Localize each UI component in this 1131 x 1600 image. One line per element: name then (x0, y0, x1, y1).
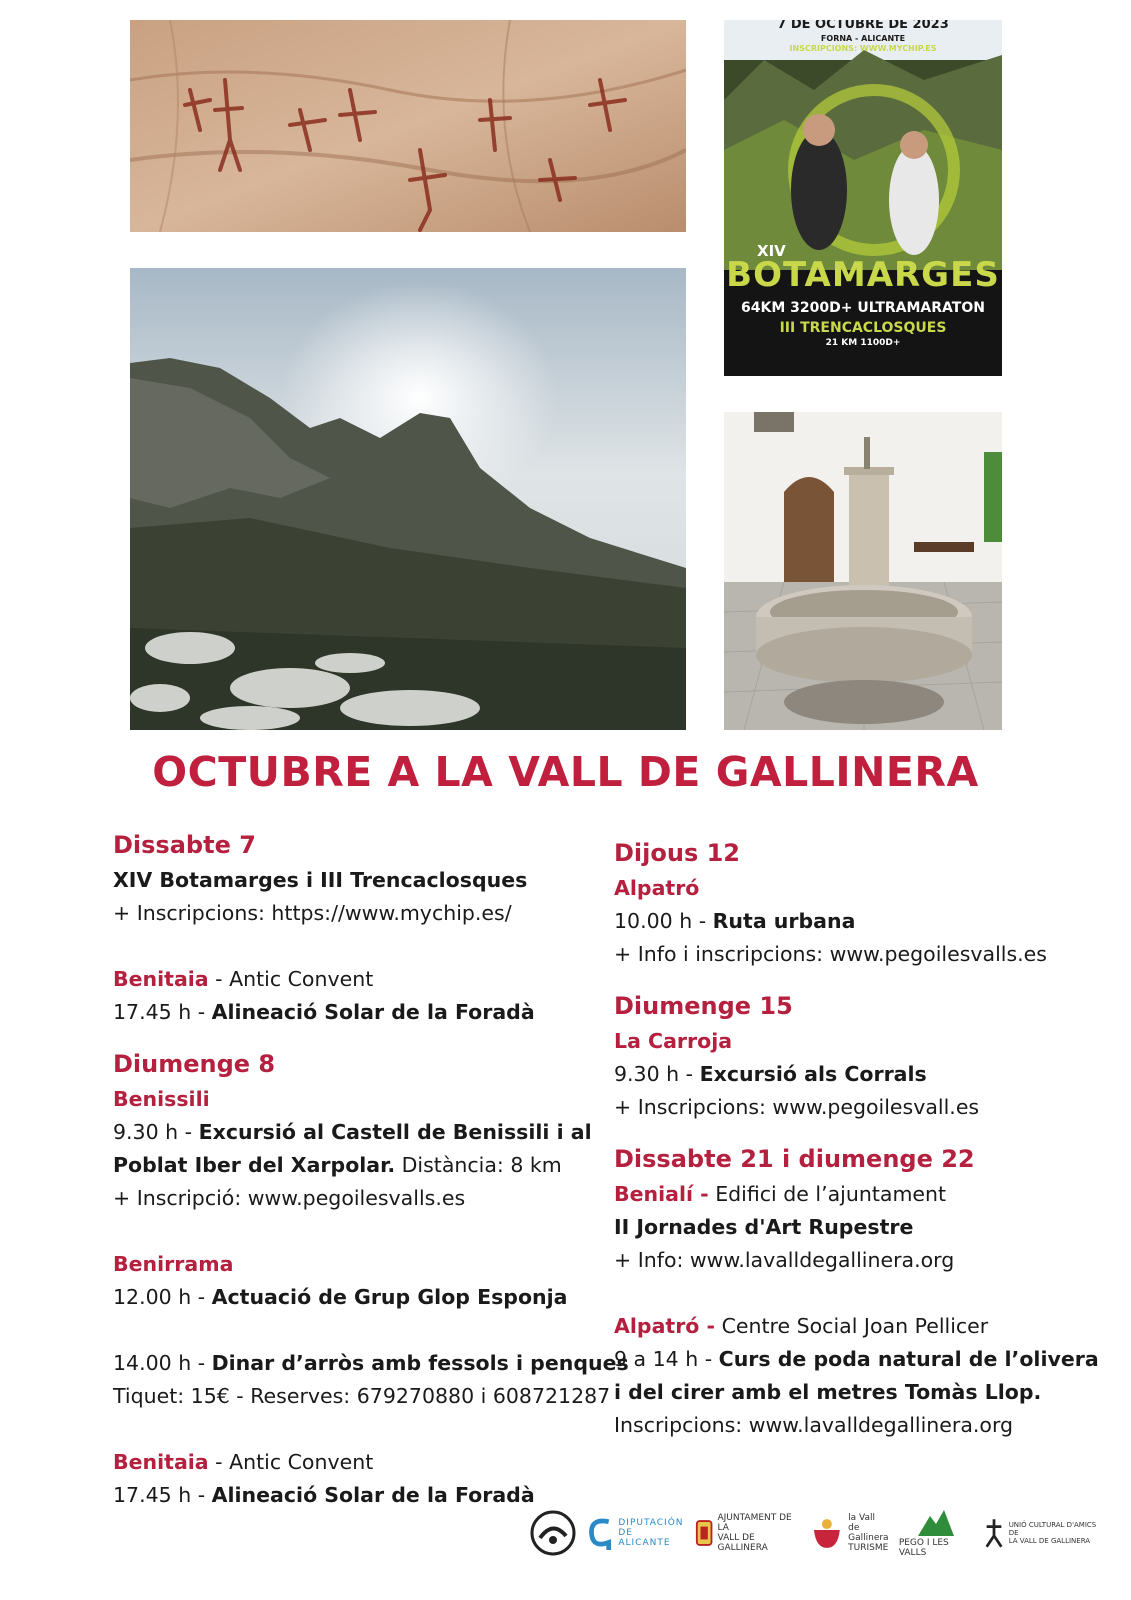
event-time: 12.00 h - (113, 1285, 212, 1309)
event-info: Tiquet: 15€ - Reserves: 679270880 i 608721287 (113, 1384, 611, 1408)
place-name: Benitaia (113, 1450, 209, 1474)
day-heading: Dijous 12 (614, 839, 740, 867)
pego-logo (899, 1508, 973, 1558)
poster-inscriptions: INSCRIPCIONS: WWW.MYCHIP.ES (789, 44, 937, 53)
event-activity: Curs de poda natural de l’olivera (718, 1347, 1099, 1371)
event-time: 17.45 h - (113, 1483, 212, 1507)
poster-edition: XIV (757, 242, 786, 260)
event-activity: Poblat Iber del Xarpolar. (113, 1153, 396, 1177)
event-distance: Distància: 8 km (395, 1153, 562, 1177)
ajuntament-line1: AJUNTAMENT DE LA (717, 1513, 792, 1533)
poster-event-name: BOTAMARGES (726, 255, 1000, 295)
poster-ultra: 64KM 3200D+ ULTRAMARATON (741, 300, 985, 316)
unio-cultural-logo (983, 1516, 1100, 1550)
place-name: Alpatró - (614, 1314, 716, 1338)
pego-text: PEGO I LES VALLS (898, 1538, 949, 1558)
poster-second-detail: 21 KM 1100D+ (825, 338, 901, 348)
schedule-left-column (113, 826, 629, 1512)
event-info: + Inscripcions: www.pegoilesvall.es (614, 1095, 980, 1119)
sponsor-logos (530, 1508, 1110, 1558)
unio-line2: LA VALL DE GALLINERA (1008, 1537, 1091, 1545)
event-time: 17.45 h - (113, 1000, 212, 1024)
event-activity: i del cirer amb el metres Tomàs Llop. (614, 1380, 1042, 1404)
fountain-photo (724, 412, 1002, 730)
event-time: 9.30 h - (614, 1062, 700, 1086)
rock-art-photo (130, 20, 686, 232)
poster-date: 7 DE OCTUBRE DE 2023 (777, 20, 949, 32)
venue: - Antic Convent (208, 967, 374, 991)
ajuntament-line2: VALL DE GALLINERA (717, 1533, 768, 1553)
ajuntament-logo (695, 1513, 800, 1553)
poster-second-event: III TRENCACLOSQUES (779, 320, 947, 336)
event-time: 10.00 h - (614, 909, 713, 933)
botamarges-poster (724, 20, 1002, 376)
event-time: 14.00 h - (113, 1351, 212, 1375)
day-heading: Diumenge 8 (113, 1050, 276, 1078)
turisme-logo (810, 1513, 888, 1553)
diputacion-line2: DE ALICANTE (618, 1528, 671, 1548)
event-activity: Ruta urbana (712, 909, 856, 933)
venue: Centre Social Joan Pellicer (715, 1314, 989, 1338)
event-activity: Actuació de Grup Glop Esponja (211, 1285, 568, 1309)
event-activity: Alineació Solar de la Foradà (211, 1000, 535, 1024)
event-time: 9 a 14 h - (614, 1347, 719, 1371)
venue: Edifici de l’ajuntament (708, 1182, 947, 1206)
event-activity: II Jornades d'Art Rupestre (614, 1215, 914, 1239)
poster-location: FORNA - ALICANTE (820, 34, 906, 43)
event-info: + Inscripció: www.pegoilesvalls.es (113, 1186, 466, 1210)
venue: - Antic Convent (208, 1450, 374, 1474)
place-name: Alpatró (614, 876, 700, 900)
club-logo (530, 1510, 576, 1556)
place-name: Benissili (113, 1087, 210, 1111)
event-info: + Info i inscripcions: www.pegoilesvalls.es (614, 942, 1047, 966)
place-name: La Carroja (614, 1029, 733, 1053)
event-info: Inscripcions: www.lavalldegallinera.org (614, 1413, 1014, 1437)
event-time: 9.30 h - (113, 1120, 199, 1144)
event-title: XIV Botamarges i III Trencaclosques (113, 868, 528, 892)
diputacion-line1: DIPUTACIÓN (618, 1518, 684, 1528)
turisme-line2: Gallinera (848, 1533, 889, 1543)
unio-line1: UNIÓ CULTURAL D'AMICS DE (1008, 1521, 1097, 1537)
place-name: Benirrama (113, 1252, 234, 1276)
event-activity: Excursió al Castell de Benissili i al (198, 1120, 592, 1144)
turisme-line3: TURISME (848, 1543, 889, 1553)
event-info: + Info: www.lavalldegallinera.org (614, 1248, 955, 1272)
day-heading: Dissabte 7 (113, 831, 256, 859)
event-activity: Dinar d’arròs amb fessols i penques (211, 1351, 629, 1375)
place-name: Benialí - (614, 1182, 709, 1206)
event-info: + Inscripcions: https://www.mychip.es/ (113, 901, 512, 925)
day-heading: Dissabte 21 i diumenge 22 (614, 1145, 975, 1173)
mountain-photo (130, 268, 686, 730)
place-name: Benitaia (113, 967, 209, 991)
event-activity: Alineació Solar de la Foradà (211, 1483, 535, 1507)
turisme-line1: la Vall de (848, 1513, 875, 1533)
day-heading: Diumenge 15 (614, 992, 793, 1020)
schedule-right-column (614, 834, 1099, 1442)
diputacion-logo (586, 1513, 685, 1553)
page-title: OCTUBRE A LA VALL DE GALLINERA (152, 748, 979, 796)
event-activity: Excursió als Corrals (699, 1062, 927, 1086)
